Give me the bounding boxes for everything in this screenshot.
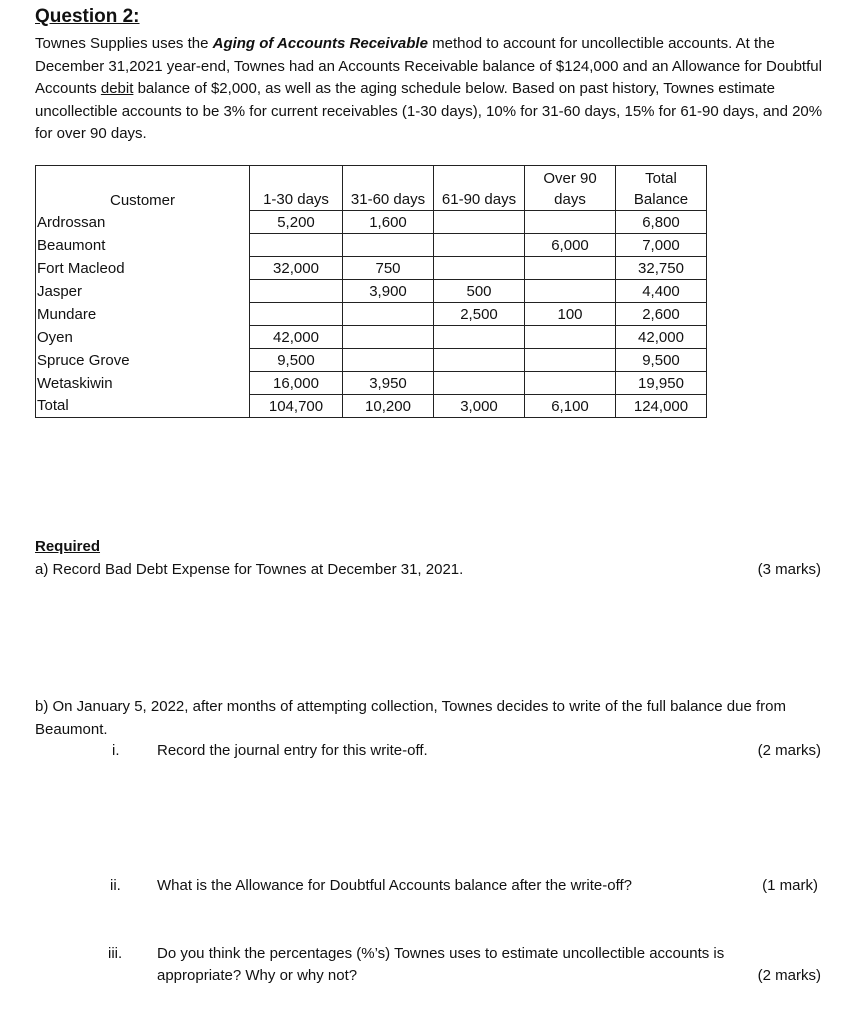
question-b-ii-marks: (1 mark) bbox=[762, 877, 818, 894]
amount-cell: 6,000 bbox=[525, 234, 616, 257]
table-row bbox=[36, 257, 707, 280]
header-31-60: 31-60 days bbox=[343, 166, 434, 211]
amount-cell bbox=[434, 211, 525, 234]
question-b-ii bbox=[0, 877, 821, 899]
amount-cell: 3,900 bbox=[343, 280, 434, 303]
amount-cell: 500 bbox=[434, 280, 525, 303]
amount-cell bbox=[434, 234, 525, 257]
amount-cell: 7,000 bbox=[616, 234, 707, 257]
amount-cell: 9,500 bbox=[250, 349, 343, 372]
amount-cell bbox=[250, 234, 343, 257]
table-row bbox=[36, 234, 707, 257]
header-over-90: Over 90 days bbox=[525, 166, 616, 211]
amount-cell bbox=[525, 349, 616, 372]
amount-cell: 100 bbox=[525, 303, 616, 326]
intro-text: Townes Supplies uses the bbox=[35, 35, 213, 52]
amount-cell bbox=[250, 303, 343, 326]
amount-cell: 42,000 bbox=[616, 326, 707, 349]
intro-text: balance of $2,000, as well as the aging schedule below. Based on past history, Townes estimate uncollectible accounts to be 3% for current receivables (1-30 days), 10% for 31-60 days, 15% for 61-90 days, and 20% for over 90 days. bbox=[35, 80, 823, 142]
question-a-marks: (3 marks) bbox=[757, 561, 821, 578]
amount-cell: 6,100 bbox=[525, 395, 616, 418]
question-title: Question 2: bbox=[35, 6, 140, 27]
amount-cell bbox=[434, 372, 525, 395]
amount-cell bbox=[250, 280, 343, 303]
table-row bbox=[36, 280, 707, 303]
roman-ii: ii. bbox=[110, 877, 121, 894]
amount-cell: 750 bbox=[343, 257, 434, 280]
customer-cell: Beaumont bbox=[36, 234, 250, 257]
header-total: Total Balance bbox=[616, 166, 707, 211]
intro-bold: Aging of Accounts Receivable bbox=[212, 35, 428, 52]
amount-cell bbox=[343, 326, 434, 349]
amount-cell: 32,000 bbox=[250, 257, 343, 280]
question-b-i-marks: (2 marks) bbox=[757, 742, 821, 759]
header-1-30: 1-30 days bbox=[250, 166, 343, 211]
amount-cell bbox=[525, 211, 616, 234]
amount-cell: 124,000 bbox=[616, 395, 707, 418]
intro-paragraph bbox=[35, 33, 825, 146]
question-b-iii-text2: appropriate? Why or why not? bbox=[157, 967, 358, 984]
amount-cell: 4,400 bbox=[616, 280, 707, 303]
amount-cell bbox=[525, 280, 616, 303]
question-a bbox=[35, 561, 821, 578]
amount-cell: 1,600 bbox=[343, 211, 434, 234]
customer-cell: Total bbox=[36, 395, 250, 418]
amount-cell: 32,750 bbox=[616, 257, 707, 280]
roman-i: i. bbox=[112, 742, 120, 759]
amount-cell bbox=[434, 326, 525, 349]
header-customer: Customer bbox=[109, 191, 176, 209]
amount-cell bbox=[434, 349, 525, 372]
table-row bbox=[36, 349, 707, 372]
question-b: b) On January 5, 2022, after months of attempting collection, Townes decides to write of the full balance due from Beaumont. bbox=[35, 698, 786, 738]
customer-cell: Spruce Grove bbox=[36, 349, 250, 372]
header-61-90: 61-90 days bbox=[434, 166, 525, 211]
amount-cell bbox=[525, 257, 616, 280]
table-row bbox=[36, 395, 707, 418]
intro-underline: debit bbox=[100, 80, 134, 97]
question-b-i bbox=[0, 742, 821, 764]
customer-cell: Mundare bbox=[36, 303, 250, 326]
amount-cell bbox=[343, 234, 434, 257]
intro-text: method to account for uncollectible accounts. At the December 31,2021 year-end, Townes had an Accounts Receivable balance of $124,000 and an Allowance for Doubtful Accounts bbox=[35, 35, 822, 97]
table-row bbox=[36, 326, 707, 349]
table-row bbox=[36, 372, 707, 395]
customer-cell: Wetaskiwin bbox=[36, 372, 250, 395]
table-row bbox=[36, 303, 707, 326]
amount-cell: 2,500 bbox=[434, 303, 525, 326]
amount-cell: 6,800 bbox=[616, 211, 707, 234]
required-heading: Required bbox=[35, 538, 101, 555]
amount-cell: 5,200 bbox=[250, 211, 343, 234]
amount-cell: 2,600 bbox=[616, 303, 707, 326]
amount-cell bbox=[525, 372, 616, 395]
customer-cell: Jasper bbox=[36, 280, 250, 303]
amount-cell: 42,000 bbox=[250, 326, 343, 349]
amount-cell: 10,200 bbox=[343, 395, 434, 418]
amount-cell: 104,700 bbox=[250, 395, 343, 418]
aging-schedule-table bbox=[35, 165, 707, 418]
question-b-ii-text: What is the Allowance for Doubtful Accounts balance after the write-off? bbox=[157, 877, 632, 894]
customer-cell: Ardrossan bbox=[36, 211, 250, 234]
table-row bbox=[36, 211, 707, 234]
amount-cell: 3,000 bbox=[434, 395, 525, 418]
amount-cell: 16,000 bbox=[250, 372, 343, 395]
question-b-iii-text: Do you think the percentages (%’s) Townes uses to estimate uncollectible accounts is bbox=[157, 945, 725, 962]
roman-iii: iii. bbox=[108, 945, 123, 962]
question-b-iii bbox=[0, 945, 821, 991]
question-b-i-text: Record the journal entry for this write-off. bbox=[157, 742, 428, 759]
amount-cell: 3,950 bbox=[343, 372, 434, 395]
customer-cell: Fort Macleod bbox=[36, 257, 250, 280]
amount-cell bbox=[434, 257, 525, 280]
amount-cell bbox=[343, 349, 434, 372]
question-b-iii-marks: (2 marks) bbox=[757, 967, 821, 984]
amount-cell: 9,500 bbox=[616, 349, 707, 372]
question-a-text: a) Record Bad Debt Expense for Townes at December 31, 2021. bbox=[35, 561, 464, 578]
customer-cell: Oyen bbox=[36, 326, 250, 349]
amount-cell bbox=[343, 303, 434, 326]
amount-cell: 19,950 bbox=[616, 372, 707, 395]
amount-cell bbox=[525, 326, 616, 349]
